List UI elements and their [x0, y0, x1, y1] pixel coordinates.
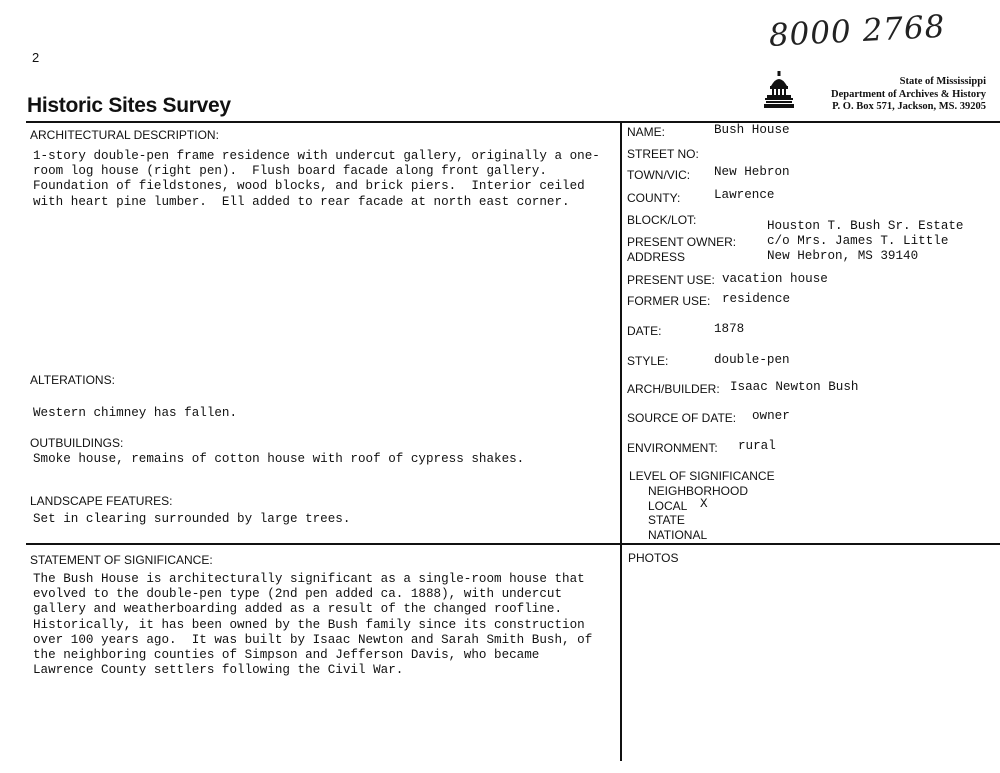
architectural-description-label: ARCHITECTURAL DESCRIPTION: [30, 128, 219, 142]
environment-value: rural [738, 439, 776, 453]
agency-line-3: P. O. Box 571, Jackson, MS. 39205 [832, 101, 986, 112]
source-of-date-label: SOURCE OF DATE: [627, 411, 737, 425]
frame-middle-line [26, 543, 1000, 545]
style-value: double-pen [714, 353, 790, 367]
landscape-features-label: LANDSCAPE FEATURES: [30, 494, 173, 508]
name-label: NAME: [627, 125, 666, 139]
block-lot-label: BLOCK/LOT: [627, 213, 697, 227]
owner-line-2: c/o Mrs. James T. Little [767, 234, 949, 248]
alterations-text: Western chimney has fallen. [33, 406, 238, 420]
address-label: ADDRESS [627, 250, 686, 264]
capitol-dome-icon [764, 70, 794, 110]
form-title: Historic Sites Survey [27, 94, 231, 117]
present-use-label: PRESENT USE: [627, 273, 715, 287]
date-value: 1878 [714, 322, 745, 336]
alterations-label: ALTERATIONS: [30, 373, 115, 387]
agency-block [796, 76, 986, 114]
former-use-value: residence [722, 292, 791, 306]
statement-of-significance-text: The Bush House is architecturally significant as a single-room house that evolved to the double-pen type (2nd pen added ca. 1888), with undercut gallery and weatherboarding added as a result of the changed roofline. Historically, it has been owned by the Bush family since its construction over 100 years ago. It was built by Isaac Newton and Sarah Smith Bush, of the neighboring counties of Simpson and Jefferson Davis, who became Lawrence County settlers following the Civil War. [33, 572, 593, 678]
page-number: 2 [32, 50, 40, 65]
owner-line-3: New Hebron, MS 39140 [767, 249, 919, 263]
arch-builder-value: Isaac Newton Bush [730, 380, 859, 394]
handwritten-id: 8000 2768 [768, 8, 947, 54]
local-mark: X [700, 497, 708, 511]
name-value: Bush House [714, 123, 790, 137]
state-label: STATE [648, 513, 685, 527]
frame-top-line [26, 121, 1000, 123]
statement-of-significance-label: STATEMENT OF SIGNIFICANCE: [30, 553, 213, 567]
street-no-label: STREET NO: [627, 147, 699, 161]
environment-label: ENVIRONMENT: [627, 441, 718, 455]
date-label: DATE: [627, 324, 662, 338]
outbuildings-label: OUTBUILDINGS: [30, 436, 124, 450]
town-vic-label: TOWN/VIC: [627, 168, 691, 182]
national-label: NATIONAL [648, 528, 708, 542]
neighborhood-label: NEIGHBORHOOD [648, 484, 749, 498]
agency-line-2: Department of Archives & History [831, 88, 986, 100]
style-label: STYLE: [627, 354, 669, 368]
outbuildings-text: Smoke house, remains of cotton house with roof of cypress shakes. [33, 452, 525, 466]
arch-builder-label: ARCH/BUILDER: [627, 382, 720, 396]
present-owner-label: PRESENT OWNER: [627, 235, 737, 249]
photos-label: PHOTOS [628, 551, 679, 565]
architectural-description-text: 1-story double-pen frame residence with undercut gallery, originally a one- room log house (right pen). Flush board facade along front gallery. Foundation of fieldstones, wood blocks, and brick piers. Interior ceiled with heart pine lumber. Ell added to rear facade at north east corner. [33, 149, 600, 209]
present-use-value: vacation house [722, 272, 828, 286]
county-value: Lawrence [714, 188, 775, 202]
level-of-significance-label: LEVEL OF SIGNIFICANCE [629, 469, 775, 483]
agency-line-1: State of Mississippi [899, 76, 986, 87]
county-label: COUNTY: [627, 191, 681, 205]
landscape-features-text: Set in clearing surrounded by large trees. [33, 512, 351, 526]
source-of-date-value: owner [752, 409, 790, 423]
town-vic-value: New Hebron [714, 165, 790, 179]
former-use-label: FORMER USE: [627, 294, 711, 308]
frame-column-divider [620, 121, 622, 761]
local-label: LOCAL [648, 499, 688, 513]
owner-line-1: Houston T. Bush Sr. Estate [767, 219, 964, 233]
